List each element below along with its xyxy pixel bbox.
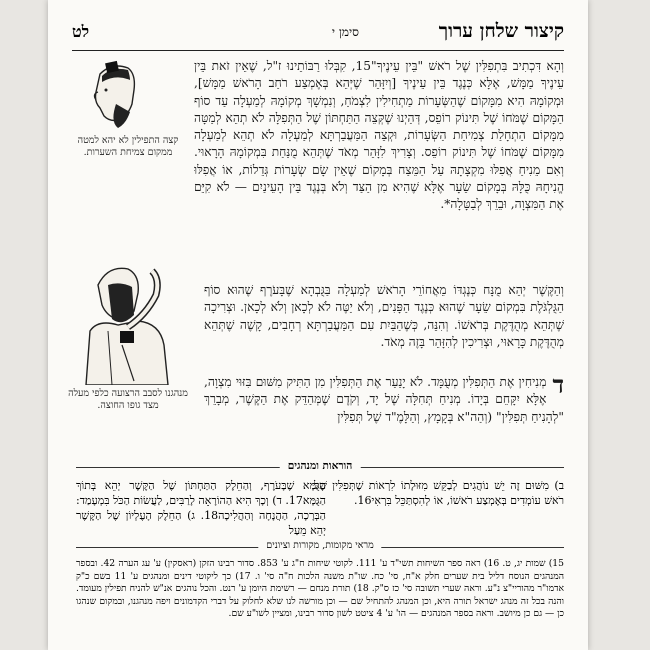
page-number: לט <box>72 22 90 41</box>
section-heading-hor <box>76 460 564 474</box>
paragraph-1-text: וְהָא דִּכְתִיב בִּתְפִלִּין שֶׁל רֹאשׁ "בֵּין עֵינֶיךָ"15, קִבְּלוּ רַבּוֹתֵינוּ ז"ל, שֶׁאֵין זֹאת בֵּין עֵינֶיךָ מַמָּשׁ, אֶלָּא כְּנֶגֶד בֵּין עֵינֶיךָ [וְיִזָּהֵר שֶׁיְּהֵא בְּאֶמְצַע רֹחַב הָרֹאשׁ מַמָּשׁ], וּמְקוֹמָהּ הִיא מִמָּקוֹם שֶׁהַשְּׂעָרוֹת מַתְחִילִין לִצְמֹחַ, וְנִמְשָׁךְ מְקוֹמָהּ לְמַעְלָה עַד סוֹף הַמָּקוֹם שֶׁמֹּחוֹ שֶׁל תִּינוֹק רוֹפֵס, דְּהַיְנוּ שֶׁקְּצֵה הַתַּחְתּוֹן שֶׁל הַתְּפִלָּה לֹא תְהֵא לְמַטָּה מִמָּקוֹם הַתְחָלַת צְמִיחַת הַשְּׂעָרוֹת, וּקְצֵה הַמַּעֲבַרְתָּא לְמַעְלָה לֹא תְהֵא לְמַעְלָה מִמָּקוֹם שֶׁמֹּחוֹ שֶׁל תִּינוֹק רוֹפֵס. וְצָרִיךְ לִזָּהֵר מְאֹד שֶׁתְּהֵא מֻנַּחַת בִּמְקוֹמָהּ הָרָאוּי. וְאִם מֵנִיחַ אֲפִלּוּ מִקְצָתָהּ עַל הַמֵּצַח בְּמָקוֹם שֶׁאֵין שָׂם שְׂעָרוֹת גְּדֵלוֹת, אוֹ אֲפִלּוּ הֱנִיחָהּ כֻּלָּהּ בְּמָקוֹם שֵׂעָר אֶלָּא שֶׁהִיא מִן הַצַּד וְלֹא בְּנֶגֶד בֵּין הָעֵינַיִם — לֹא קִיֵּם אֶת הַמִּצְוָה, וּבֵרֵךְ לְבַטָּלָה*. <box>194 59 564 212</box>
running-title: קיצור שלחן ערוך <box>438 20 564 42</box>
paragraph-2 <box>204 282 564 370</box>
head-tefillin-illustration <box>72 52 152 132</box>
horaot-col-right <box>314 478 564 508</box>
horaot-right-text: ב) מִשּׁוּם זֶה יֵשׁ נוֹהֲגִים לְבַקֵּשׁ מִזּוּלָתוֹ לִרְאוֹת שֶׁתְּפִלִּין שֶׁל רֹאשׁ עוֹמְדִים בְּאֶמְצַע רֹאשׁוֹ, אוֹ לְהִסְתַּכֵּל בִּרְאִי16. <box>314 479 564 507</box>
footnotes <box>76 558 564 640</box>
book-page <box>48 0 588 650</box>
horaot-left-text: הַגֻּמָּא שֶׁבָּעֹרֶף, וְהַחֵלֶק הַתַּחְתּוֹן שֶׁל הַקֶּשֶׁר יְהֵא בְּתוֹךְ הַגֻּמָּא17. ד) וְכָךְ הִיא הַהוֹרָאָה לָרַבִּים, לַעֲשׂוֹת הַכֹּל בִּמְעָמַד: הַבְּרָכָה, הַהֲנָחָה וְהַהֲלִיכָה18. ג) הַחֵלֶק הָעֶלְיוֹן שֶׁל הַקֶּשֶׁר יְהֵא מֵעַל <box>76 479 327 537</box>
section-heading-sources-label: מראי מקומות, מקורות וציונים <box>258 540 381 551</box>
paragraph-1 <box>194 58 564 278</box>
paragraph-2-text: וְהַקֶּשֶׁר יְהֵא מֻנָּח כְּנֶגְדּוֹ מֵאֲחוֹרֵי הָרֹאשׁ לְמַעְלָה בַּגֻּבְהָא שֶׁבָּעֹרֶף שֶׁהוּא סוֹף הַגֻּלְגֹּלֶת בִּמְקוֹם שֵׂעָר שֶׁהוּא כְּנֶגֶד הַפָּנִים, וְלֹא יַטֶּה לֹא לְכָאן וְלֹא לְכָאן. וּצְרִיכָה שֶׁתְּהֵא מְהֻדֶּקֶת בְּרֹאשׁוֹ. וְהִנֵּה, כְּשֶׁהַבַּיִת עִם הַמַּעֲבַרְתָּא רְחָבִים, קָשֶׁה שֶׁתְּהֵא מְהֻדֶּקֶת כָּרָאוּי, וּצְרִיכִין לְהִזָּהֵר בָּזֶה מְאֹד. <box>204 283 564 349</box>
section-heading-hor-label: הוראות ומנהגים <box>280 460 361 472</box>
siman-label: סימן י <box>331 25 359 39</box>
horaot-col-left <box>76 478 326 538</box>
illustration-caption-1: קצה התפילין לא יהא למטה ממקום צמיחת השערות. <box>77 135 179 158</box>
section-heading-sources <box>76 540 564 554</box>
paragraph-3 <box>204 374 564 456</box>
paragraph-3-text: מְנִיחִין אֶת הַתְּפִלִּין מְעֻמָּד. לֹא יָנַעַר אֶת הַתְּפִלִּין מִן הַתִּיק מִשּׁוּם בִּזּוּי מִצְוָה, אֶלָּא יִקָּחֵם בְּיָדוֹ. מְנִיחַ תְּחִלָּה שֶׁל יָד, וְקֹדֶם שֶׁמְּהַדֵּק אֶת הַקֶּשֶׁר, מְבָרֵךְ "לְהָנִיחַ תְּפִלִּין" (וְהַה"א בְּקָמָץ, וְהַלָּמֶ"ד שֶׁל תְּפִלִּין <box>204 375 564 424</box>
page-header <box>72 20 564 51</box>
section-letter: ד <box>552 374 564 399</box>
illustration-caption-2: מנהגנו לסבב הרצועה כלפי מעלה מצד גופו החוצה. <box>68 388 188 411</box>
arm-tefillin-illustration <box>68 235 178 385</box>
horaot-block <box>76 478 564 538</box>
footnotes-text: 15) שמות יג, ט. 16) ראה ספר השיחות תשי"ד ע' 111. לקוטי שיחות ח"ג ע' 853. סדור רבינו הזקן (ראסקין) ע' עג הערה 42. ובספר המנהגים הנוסח דליל בית שערים חלק א"ח, סי' כח. שו"ת משנה הלכות ח"ה סי' ו. 17) כך ליקוטי דינים ומנהגים ע' 11 בשם כ"ק אדמו"ר מהוריי"צ נ"ע. וראה שערי תשובה סי' כז ס"ק. 18) תורת מנחם — רשימת היומן ע' רנט. והכל נוהגים אנ"ש להניח תפילין מעומד. והנה בכל זה מנהג ישראל תורה היא, וכן המנהג להתחיל שם — וכן מורשה לנו שלא לחלוק על דברי הקדמונים ויפה מנהגנו, ובמקום שנהגו כן — גם כן מיושב. וראה בספר המנהגים — הו' ע' 4 ציטט לשון סדור רבינו, ומציין לשו"ע שם. <box>76 558 564 619</box>
